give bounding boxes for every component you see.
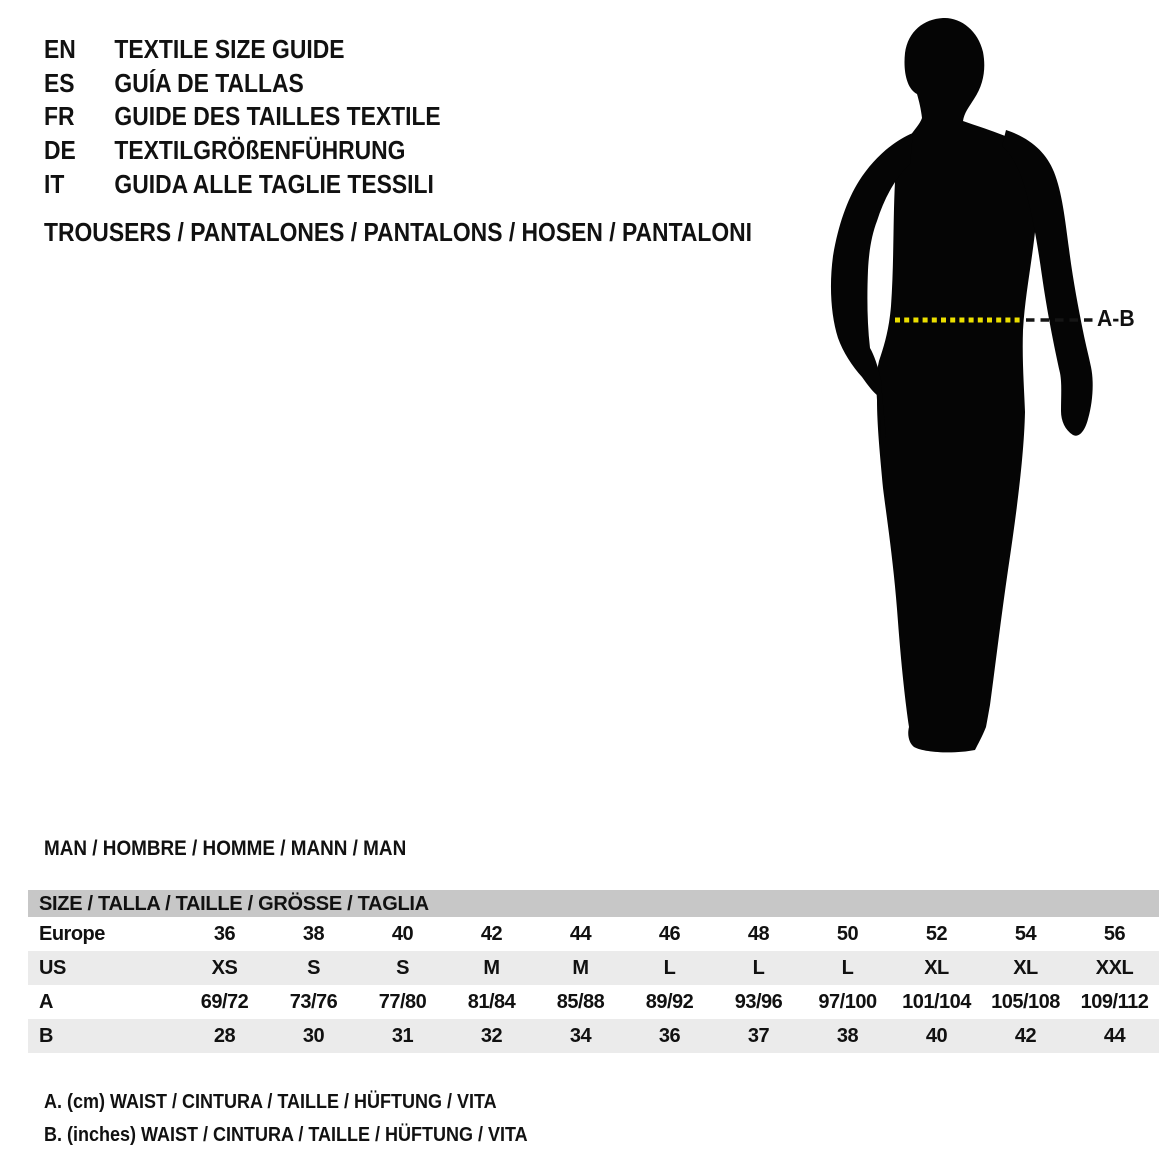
- size-value-cell: 109/112: [1080, 990, 1149, 1013]
- footnote-inches: B. (inches) WAIST / CINTURA / TAILLE / HÜFTUNG / VITA: [44, 1124, 528, 1146]
- size-value-cell: 50: [836, 922, 859, 945]
- footnote-cm: A. (cm) WAIST / CINTURA / TAILLE / HÜFTUNG / VITA: [44, 1091, 497, 1113]
- table-row: [28, 917, 1159, 951]
- size-value-cell: 40: [925, 1024, 948, 1047]
- measure-label-ab: A-B: [1097, 305, 1135, 331]
- language-code: IT: [44, 168, 65, 199]
- size-value-cell: 77/80: [378, 990, 427, 1013]
- size-table: [28, 890, 1159, 1053]
- size-value-cell: 93/96: [734, 990, 783, 1013]
- size-value-cell: 81/84: [467, 990, 516, 1013]
- size-value-cell: 44: [569, 922, 592, 945]
- size-value-cell: 37: [747, 1024, 770, 1047]
- size-value-cell: 52: [925, 922, 948, 945]
- footnotes: [44, 1086, 528, 1152]
- row-label: Europe: [39, 922, 105, 945]
- size-value-cell: 89/92: [645, 990, 694, 1013]
- size-value-cell: 34: [569, 1024, 592, 1047]
- size-value-cell: 32: [480, 1024, 503, 1047]
- size-value-cell: 42: [1014, 1024, 1037, 1047]
- size-value-cell: 105/108: [991, 990, 1060, 1013]
- language-code: ES: [44, 67, 75, 98]
- size-figure: [810, 0, 1176, 770]
- size-value-cell: 46: [658, 922, 681, 945]
- size-value-cell: 42: [480, 922, 503, 945]
- language-title: GUIDA ALLE TAGLIE TESSILI: [114, 168, 434, 199]
- size-value-cell: 36: [213, 922, 236, 945]
- size-value-cell: 36: [658, 1024, 681, 1047]
- body-outline: [876, 18, 1037, 752]
- size-value-cell: 48: [747, 922, 770, 945]
- section-title-man: MAN / HOMBRE / HOMME / MANN / MAN: [44, 837, 407, 860]
- size-value-cell: L: [752, 956, 765, 979]
- size-value-cell: XL: [1013, 956, 1038, 979]
- table-row: [28, 985, 1159, 1019]
- size-value-cell: XL: [924, 956, 949, 979]
- category-title: TROUSERS / PANTALONES / PANTALONS / HOSEN / PANTALONI: [44, 217, 753, 247]
- size-value-cell: 31: [391, 1024, 414, 1047]
- size-value-cell: 38: [836, 1024, 859, 1047]
- size-value-cell: 44: [1103, 1024, 1126, 1047]
- size-value-cell: 73/76: [289, 990, 338, 1013]
- size-value-cell: XXL: [1095, 956, 1134, 979]
- language-code: FR: [44, 101, 75, 132]
- size-value-cell: 40: [391, 922, 414, 945]
- size-value-cell: 54: [1014, 922, 1037, 945]
- table-row: [28, 951, 1159, 985]
- size-value-cell: XS: [211, 956, 238, 979]
- language-code: EN: [44, 34, 76, 65]
- language-row: [44, 33, 441, 67]
- table-row: [28, 1019, 1159, 1053]
- size-value-cell: M: [572, 956, 589, 979]
- size-value-cell: 101/104: [902, 990, 971, 1013]
- language-row: [44, 67, 441, 101]
- size-value-cell: M: [483, 956, 500, 979]
- size-value-cell: 56: [1103, 922, 1126, 945]
- language-title: GUIDE DES TAILLES TEXTILE: [114, 101, 441, 132]
- size-value-cell: L: [841, 956, 854, 979]
- row-label: US: [39, 956, 66, 979]
- table-header: SIZE / TALLA / TAILLE / GRÖSSE / TAGLIA: [28, 890, 1159, 917]
- language-title: TEXTILE SIZE GUIDE: [114, 34, 345, 65]
- size-value-cell: 69/72: [200, 990, 249, 1013]
- size-table-body: [28, 917, 1159, 1053]
- size-value-cell: 97/100: [818, 990, 877, 1013]
- size-value-cell: 30: [302, 1024, 325, 1047]
- language-list: [44, 33, 441, 201]
- size-value-cell: 85/88: [556, 990, 605, 1013]
- size-value-cell: S: [396, 956, 409, 979]
- language-code: DE: [44, 135, 76, 166]
- row-label: B: [39, 1024, 53, 1047]
- size-value-cell: L: [663, 956, 676, 979]
- language-row: [44, 134, 441, 168]
- man-silhouette: [810, 0, 1176, 770]
- language-row: [44, 100, 441, 134]
- size-value-cell: 28: [213, 1024, 236, 1047]
- language-title: TEXTILGRÖßENFÜHRUNG: [114, 135, 406, 166]
- row-label: A: [39, 990, 53, 1013]
- language-row: [44, 167, 441, 201]
- language-title: GUÍA DE TALLAS: [114, 67, 304, 98]
- size-value-cell: S: [307, 956, 320, 979]
- size-value-cell: 38: [302, 922, 325, 945]
